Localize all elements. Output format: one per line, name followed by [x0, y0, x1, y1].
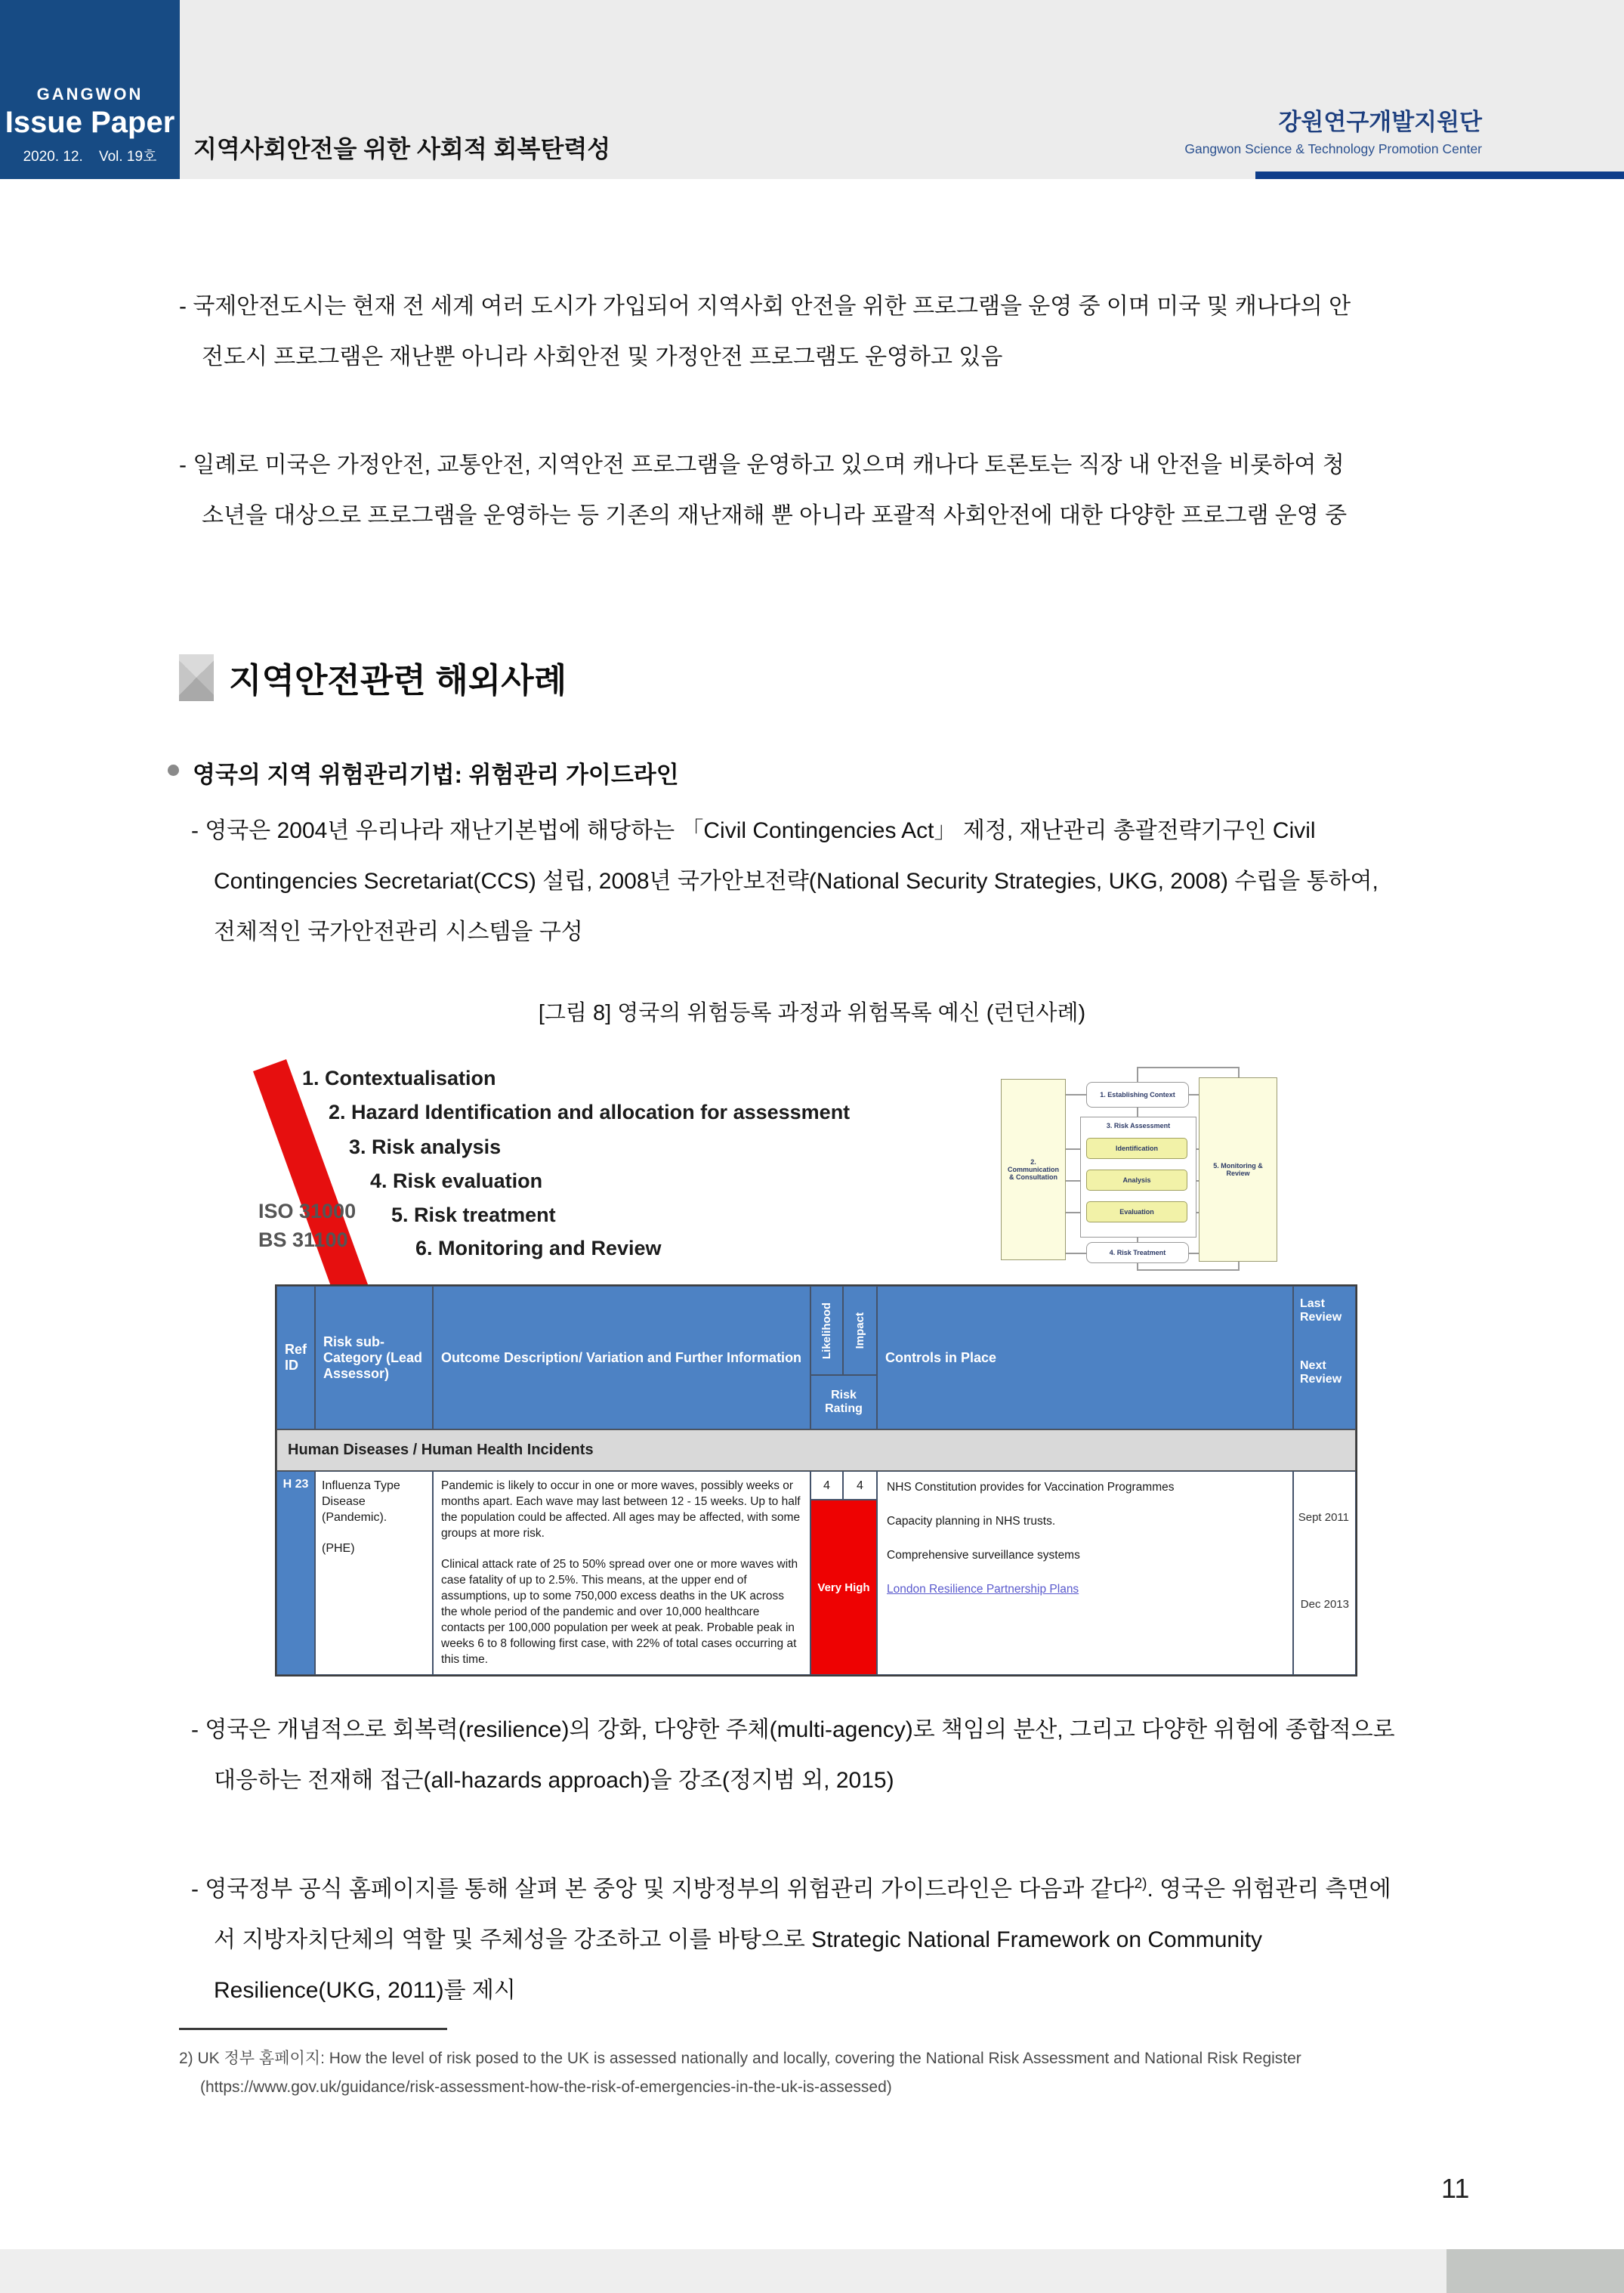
paragraph-intl-safe-cities: - 국제안전도시는 현재 전 세계 여러 도시가 가입되어 지역사회 안전을 위한 프로그램을 운영 중 이며 미국 및 캐나다의 안전도시 프로그램은 재난뿐 아니라 사회안전 및 가정안전 프로그램도 운영하고 있음 — [179, 294, 1351, 369]
org-name: 강원연구개발지원단 — [1278, 109, 1482, 135]
col-header-likelihood — [810, 1286, 843, 1375]
connector-line — [1137, 1269, 1240, 1271]
flow-evaluation-box: Evaluation — [1086, 1201, 1187, 1222]
outcome-paragraph-2: Clinical attack rate of 25 to 50% spread over one or more waves with case fatality of up to 2.5%. This means, at the upper end of assumptions, up to some 750,000 excess deaths in the UK across the whole period of the pandemic and over 10,000 healthcare contacts per 100,000 population per week at peak. Probable peak in weeks 6 to 8 following first case, with 22% of total cases occurring at this time. — [441, 1558, 798, 1666]
uk-guideline-text: - 영국정부 공식 홈페이지를 통해 살펴 본 중앙 및 지방정부의 위험관리 가이드라인은 다음과 같다 — [191, 1877, 1135, 1902]
connector-line — [1066, 1094, 1086, 1096]
next-review-label: Next Review — [1300, 1359, 1342, 1386]
footnote-divider — [179, 2028, 447, 2030]
figure-step-4: 4. Risk evaluation — [370, 1170, 543, 1192]
cell-category — [315, 1471, 433, 1675]
flow-treatment-box: 4. Risk Treatment — [1086, 1242, 1189, 1263]
connector-line — [1238, 1067, 1240, 1077]
figure-step-1: 1. Contextualisation — [302, 1067, 496, 1089]
figure-step-3: 3. Risk analysis — [349, 1136, 502, 1158]
connector-line — [1238, 1262, 1240, 1271]
figure-risk-register — [257, 1058, 1371, 1673]
cell-likelihood-value: 4 — [810, 1471, 843, 1500]
flow-monitoring-box: 5. Monitoring & Review — [1199, 1077, 1277, 1262]
risk-register-table — [275, 1284, 1357, 1676]
flow-analysis-box: Analysis — [1086, 1170, 1187, 1191]
control-item: Capacity planning in NHS trusts. — [887, 1515, 1056, 1528]
col-header-category: Risk sub-Category (Lead Assessor) — [315, 1286, 433, 1429]
flow-communication-box: 2. Communication & Consultation — [1001, 1079, 1066, 1260]
col-header-controls: Controls in Place — [877, 1286, 1293, 1429]
flow-context-box: 1. Establishing Context — [1086, 1082, 1189, 1108]
col-header-outcome: Outcome Description/ Variation and Further Information — [433, 1286, 810, 1429]
next-review-value: Dec 2013 — [1300, 1598, 1349, 1611]
cell-controls — [877, 1471, 1293, 1675]
footnote-text: 2) UK 정부 홈페이지: How the level of risk posed to the UK is assessed nationally and locally, covering the National Risk Assessment and National Risk Register (https://www.gov.uk/guidance/risk-assessment-how-the-risk-of-emergencies-in-the-uk-is-assessed) — [179, 2050, 1301, 2096]
cell-outcome — [433, 1471, 810, 1675]
col-header-review — [1293, 1286, 1356, 1429]
figure-step-2: 2. Hazard Identification and allocation for assessment — [329, 1101, 851, 1123]
paragraph-uk-guideline — [191, 1859, 1407, 2016]
cell-review-dates — [1293, 1471, 1356, 1675]
uk-guideline-text-cont: . 영국은 위험관리 측면에서 지방자치단체의 역할 및 주체성을 강조하고 이를 바탕으로 Strategic National Framework on Community Resilience(UKG, 2011)를 제시 — [214, 1877, 1391, 2003]
likelihood-label: Likelihood — [820, 1302, 833, 1359]
connector-line — [1137, 1067, 1138, 1082]
cell-impact-value: 4 — [843, 1471, 877, 1500]
connector-line — [1066, 1253, 1086, 1254]
standard-bs: BS 31100 — [258, 1228, 348, 1251]
paragraph-us-canada-programs: - 일례로 미국은 가정안전, 교통안전, 지역안전 프로그램을 운영하고 있으며 캐나다 토론토는 직장 내 안전을 비롯하여 청소년을 대상으로 프로그램을 운영하는 등 기존의 재난재해 뿐 아니라 포괄적 사회안전에 대한 다양한 프로그램 운영 중 — [179, 453, 1348, 528]
last-review-label: Last Review — [1300, 1297, 1342, 1324]
page-header — [0, 0, 1624, 179]
cell-ref-id: H 23 — [276, 1471, 315, 1675]
col-header-risk-rating: Risk Rating — [810, 1375, 877, 1429]
footnote-ref-2: 2) — [1134, 1876, 1147, 1892]
sub-heading-title: 영국의 지역 위험관리기법: 위험관리 가이드라인 — [193, 762, 679, 788]
risk-process-flowchart — [1001, 1062, 1288, 1274]
category-lead: (PHE) — [322, 1542, 355, 1555]
figure-caption: [그림 8] 영국의 위험등록 과정과 위험목록 예신 (런던사례) — [538, 1001, 1086, 1025]
col-header-impact — [843, 1286, 877, 1375]
flow-assessment-label: 3. Risk Assessment — [1106, 1122, 1171, 1130]
brand-top: GANGWON — [36, 85, 144, 104]
brand-title: Issue Paper — [5, 106, 175, 139]
brand-box — [0, 0, 180, 179]
section-marker-icon — [179, 654, 214, 701]
control-item: Comprehensive surveillance systems — [887, 1549, 1080, 1562]
cell-risk-rating: Very High — [810, 1500, 877, 1675]
category-text: Influenza Type Disease (Pandemic). — [322, 1479, 400, 1524]
org-block — [1184, 103, 1482, 157]
paragraph-uk-resilience: - 영국은 개념적으로 회복력(resilience)의 강화, 다양한 주체(multi-agency)로 책임의 분산, 그리고 다양한 위험에 종합적으로 대응하는 전재해 접근(all-hazards approach)을 강조(정지범 외, 2015) — [191, 1717, 1395, 1793]
page-number: 11 — [1441, 2173, 1470, 2204]
standard-iso: ISO 31000 — [258, 1200, 357, 1222]
connector-line — [1137, 1067, 1240, 1068]
figure-step-5: 5. Risk treatment — [391, 1204, 556, 1226]
outcome-paragraph-1: Pandemic is likely to occur in one or more waves, possibly weeks or months apart. Each wave may last between 12 - 15 weeks. Up to half the population could be affected. All ages may be affected, with some groups at more risk. — [441, 1479, 801, 1540]
org-name-en: Gangwon Science & Technology Promotion Center — [1184, 141, 1482, 156]
impact-label: Impact — [854, 1312, 866, 1349]
resilience-plans-link[interactable]: London Resilience Partnership Plans — [887, 1583, 1079, 1596]
connector-line — [1189, 1253, 1199, 1254]
header-accent-bar — [1255, 172, 1624, 179]
footer-bar-dark — [1446, 2249, 1624, 2293]
connector-line — [1137, 1108, 1138, 1117]
footer-bar-light — [0, 2249, 1446, 2293]
brand-issue-info: 2020. 12. Vol. 19호 — [23, 149, 157, 165]
figure-step-6: 6. Monitoring and Review — [415, 1237, 662, 1259]
table-group-row: Human Diseases / Human Health Incidents — [276, 1429, 1356, 1471]
document-title: 지역사회안전을 위한 사회적 회복탄력성 — [193, 135, 611, 162]
paragraph-uk-cca: - 영국은 2004년 우리나라 재난기본법에 해당하는 「Civil Contingencies Act」 제정, 재난관리 총괄전략기구인 Civil Contingencies Secretariat(CCS) 설립, 2008년 국가안보전략(National Security Strategies, UKG, 2008) 수립을 통하여, 전체적인 국가안전관리 시스템을 구성 — [191, 818, 1379, 944]
col-header-ref: Ref ID — [276, 1286, 315, 1429]
connector-line — [1189, 1094, 1199, 1096]
bullet-dot-icon — [168, 765, 179, 776]
flow-identification-box: Identification — [1086, 1138, 1187, 1159]
section-title: 지역안전관련 해외사례 — [229, 661, 567, 700]
last-review-value: Sept 2011 — [1298, 1511, 1349, 1524]
control-item: NHS Constitution provides for Vaccination Programmes — [887, 1481, 1175, 1494]
